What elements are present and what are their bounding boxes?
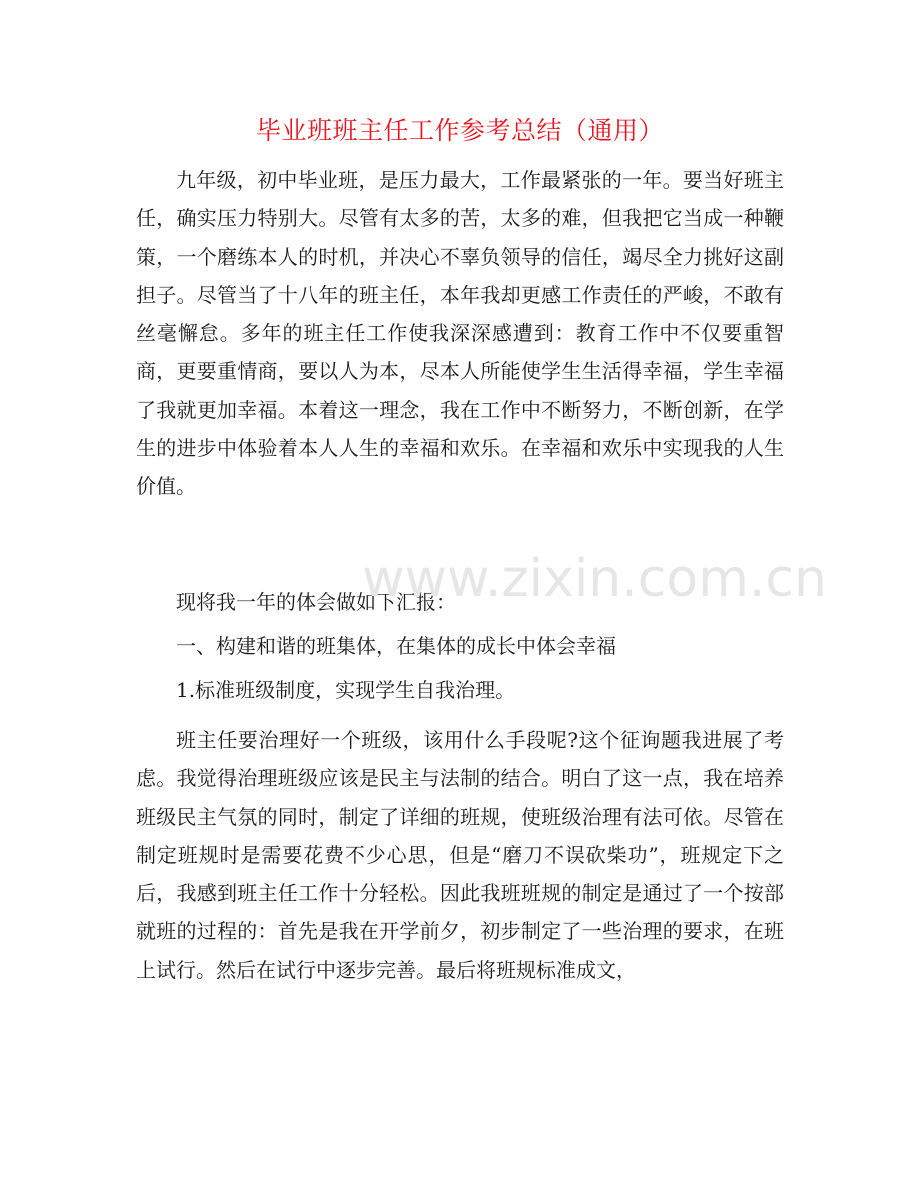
heading-text: 一、构建和谐的班集体，在集体的成长中体会幸福 bbox=[176, 634, 616, 658]
section-heading-1 bbox=[136, 627, 784, 665]
document-title: 毕业班班主任工作参考总结（通用） bbox=[255, 116, 664, 145]
paragraph-report-intro bbox=[136, 583, 784, 621]
paragraph-text: 九年级，初中毕业班，是压力最大，工作最紧张的一年。要当好班主任，确实压力特别大。尽管有太多的苦，太多的难，但我把它当成一种鞭策，一个磨练本人的时机，并决心不辜负领导的信任，竭尽全力挑好这副担子。尽管当了十八年的班主任，本年我却更感工作责任的严峻，不敢有丝毫懈怠。多年的班主任工作使我深深感遭到：教育工作中不仅要重智商，更要重情商，要以人为本，尽本人所能使学生生活得幸福，学生幸福了我就更加幸福。本着这一理念，我在工作中不断努力，不断创新，在学生的进步中体验着本人人生的幸福和欢乐。在幸福和欢乐中实现我的人生价值。 bbox=[136, 168, 784, 499]
paragraph-intro bbox=[136, 161, 784, 506]
subsection-heading-1 bbox=[136, 671, 784, 709]
watermark: www.zixin.com.cn bbox=[362, 549, 827, 609]
paragraph-text: 现将我一年的体会做如下汇报： bbox=[176, 590, 456, 614]
paragraph-class-rules bbox=[136, 721, 784, 989]
paragraph-text: 班主任要治理好一个班级，该用什么手段呢?这个征询题我进展了考虑。我觉得治理班级应该是民主与法制的结合。明白了这一点，我在培养班级民主气氛的同时，制定了详细的班规，使班级治理有法可依。尽管在制定班规时是需要花费不少心思，但是“磨刀不误砍柴功”，班规定下之后，我感到班主任工作十分轻松。因此我班班规的制定是通过了一个按部就班的过程的：首先是我在开学前夕，初步制定了一些治理的要求，在班上试行。然后在试行中逐步完善。最后将班规标准成文， bbox=[136, 728, 784, 982]
heading-text: 1.标准班级制度，实现学生自我治理。 bbox=[176, 678, 516, 702]
